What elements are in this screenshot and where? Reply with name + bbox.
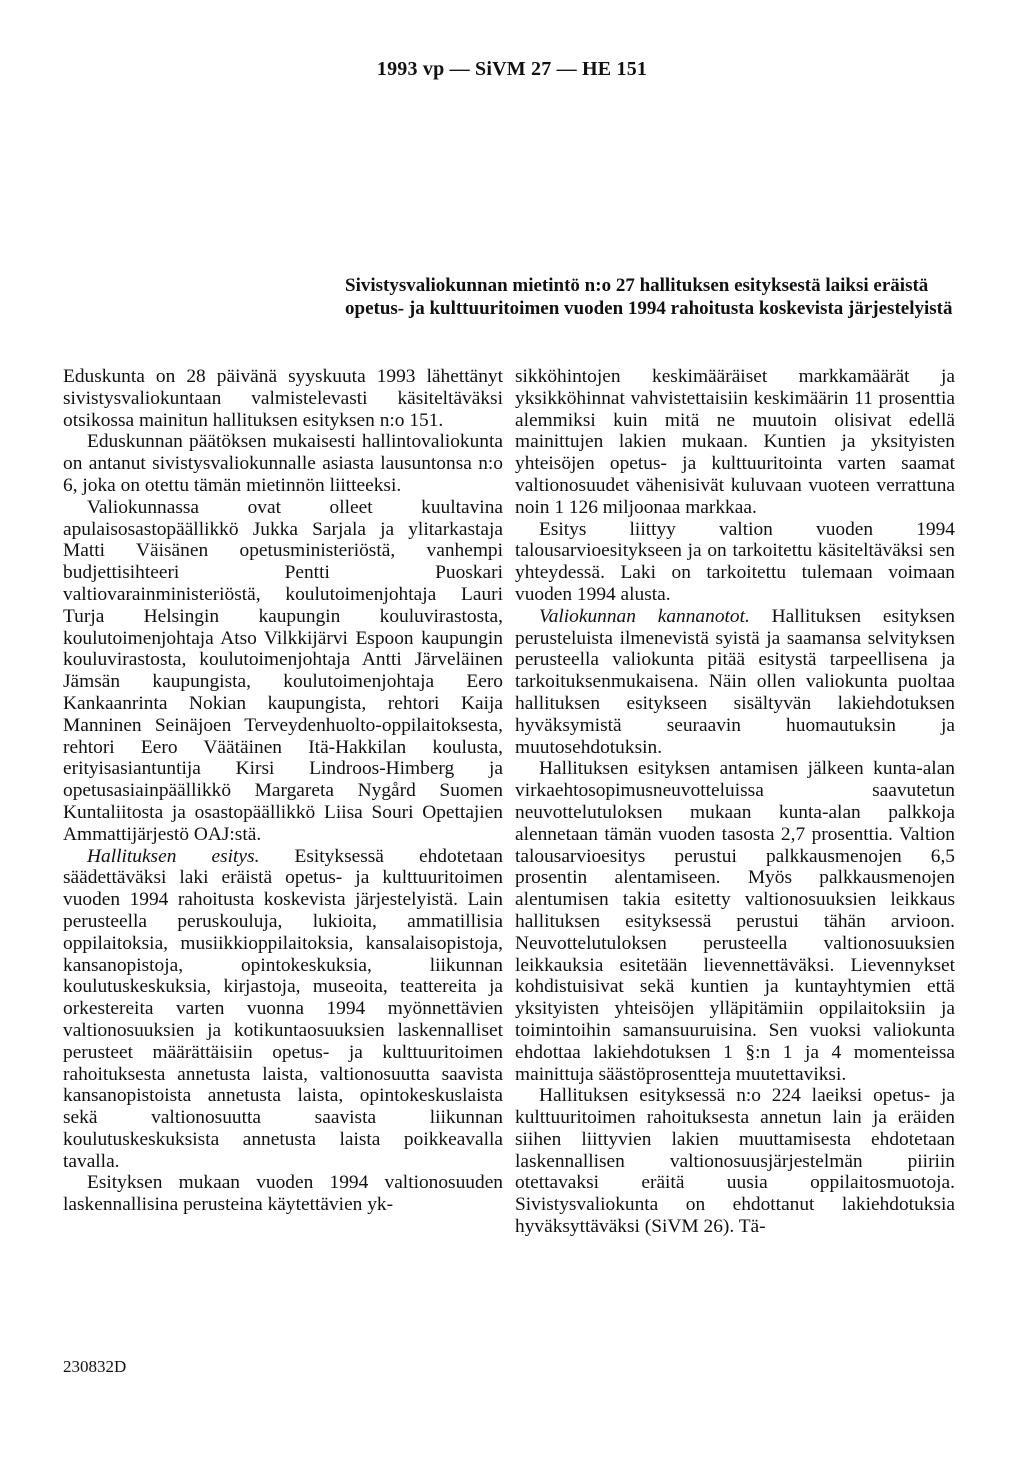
paragraph: Eduskunta on 28 päivänä syyskuuta 1993 lähettänyt sivistysvaliokuntaan valmistelevasti käsiteltäväksi otsikossa mainitun hallituksen esityksen n:o 151. (63, 366, 503, 431)
document-code: 230832D (63, 1357, 127, 1376)
paragraph-text: Esityksessä ehdotetaan säädettäväksi laki eräistä opetus- ja kulttuuritoimen vuoden 1994 rahoitusta koskevista järjestelyistä. Lain perusteella peruskouluja, lukioita, ammatillisia oppilaitoksia, musiikkioppilaitoksia, kansalaisopistoja, kansanopistoja, opintokeskuksia, liikunnan koulutuskeskuksia, kirjastoja, museoita, teattereita ja orkestereita varten vuonna 1994 myönnettävien valtionosuuksien ja kotikuntaosuuksien laskennalliset perusteet määrättäisiin opetus- ja kulttuuritoimen rahoituksesta annetusta laista, valtionosuutta saavista kansanopistoista annetusta laista, opintokeskuslaista sekä valtionosuutta saavista liikunnan koulutuskeskuksista annetusta laista poikkeavalla tavalla. (63, 845, 503, 1172)
running-header: 1993 vp — SiVM 27 — HE 151 (376, 58, 648, 80)
paragraph: sikköhintojen keskimääräiset markkamäärät ja yksikköhinnat vahvistettaisiin keskimäärin 11 prosenttia alemmiksi kuin mitä ne muutoin olisivat edellä mainittujen lakien mukaan. Kuntien ja yksityisten yhteisöjen opetus- ja kulttuuritointa varten saamat valtionosuudet vähenisivät kuluvaan vuoteen verrattuna noin 1 126 miljoonaa markkaa. (515, 366, 955, 518)
paragraph: Eduskunnan päätöksen mukaisesti hallintovaliokunta on antanut sivistysvaliokunnalle asiasta lausuntonsa n:o 6, joka on otettu tämän mietinnön liitteeksi. (63, 431, 503, 496)
paragraph-hallituksen-esitys (63, 846, 503, 1173)
right-column (515, 366, 955, 1238)
document-title: Sivistysvaliokunnan mietintö n:o 27 hallituksen esityksestä laiksi eräistä opetus- ja kulttuuritoimen vuoden 1994 rahoitusta koskevista järjestelyistä (345, 275, 953, 319)
paragraph-valiokunnan-kannanotot (515, 606, 955, 759)
section-label: Valiokunnan kannanotot. (539, 605, 750, 627)
paragraph: Esitys liittyy valtion vuoden 1994 talousarvioesitykseen ja on tarkoitettu käsiteltäväksi sen yhteydessä. Laki on tarkoitettu tulemaan voimaan vuoden 1994 alusta. (515, 518, 955, 605)
section-label: Hallituksen esitys. (87, 845, 260, 867)
paragraph: Hallituksen esityksen antamisen jälkeen kunta-alan virkaehtosopimusneuvotteluissa saavutetun neuvottelutuloksen mukaan kunta-alan palkkoja alennetaan tämän vuoden tasosta 2,7 prosenttia. Valtion talousarvioesitys perustui palkkausmenojen 6,5 prosentin alentamiseen. Myös palkkausmenojen alentumisen takia esitetty valtionosuuksien leikkaus hallituksen esityksessä perustui tähän arvioon. Neuvottelutuloksen perusteella valtionosuuksien leikkauksia esitetään lievennettäväksi. Lievennykset kohdistuisivat sekä kuntien ja kuntayhtymien että yksityisten yhteisöjen ylläpitämiin oppilaitoksiin ja toimintoihin samansuuruisina. Sen vuoksi valiokunta ehdottaa lakiehdotuksen 1 §:n 1 ja 4 momenteissa mainittuja säästöprosentteja muutettaviksi. (515, 758, 955, 1085)
left-column (63, 366, 503, 1216)
paragraph: Valiokunnassa ovat olleet kuultavina apulaisosastopäällikkö Jukka Sarjala ja ylitarkastaja Matti Väisänen opetusministeriöstä, vanhempi budjettisihteeri Pentti Puoskari valtiovarainministeriöstä, koulutoimenjohtaja Lauri Turja Helsingin kaupungin kouluvirastosta, koulutoimenjohtaja Atso Vilkkijärvi Espoon kaupungin kouluvirastosta, koulutoimenjohtaja Antti Järveläinen Jämsän kaupungista, koulutoimenjohtaja Eero Kankaanrinta Nokian kaupungista, rehtori Kaija Manninen Seinäjoen Terveydenhuolto-oppilaitoksesta, rehtori Eero Väätäinen Itä-Hakkilan koulusta, erityisasiantuntija Kirsi Lindroos-Himberg ja opetusasiainpäällikkö Margareta Nygård Suomen Kuntaliitosta ja osastopäällikkö Liisa Souri Opettajien Ammattijärjestö OAJ:stä. (63, 496, 503, 845)
paragraph-text: Hallituksen esityksen perusteluista ilmenevistä syistä ja saamansa selvityksen perusteella valiokunta pitää esitystä tarpeellisena ja tarkoituksenmukaisena. Näin ollen valiokunta puoltaa hallituksen esitykseen sisältyvän lakiehdotuksen hyväksymistä seuraavin huomautuksin ja muutosehdotuksin. (515, 605, 955, 758)
paragraph: Esityksen mukaan vuoden 1994 valtionosuuden laskennallisina perusteina käytettävien yk- (63, 1172, 503, 1216)
paragraph: Hallituksen esityksessä n:o 224 laeiksi opetus- ja kulttuuritoimen rahoituksesta annetun lain ja eräiden siihen liittyvien lakien muuttamisesta ehdotetaan laskennallisen valtionosuusjärjestelmän piiriin otettavaksi eräitä uusia oppilaitosmuotoja. Sivistysvaliokunta on ehdottanut lakiehdotuksia hyväksyttäväksi (SiVM 26). Tä- (515, 1085, 955, 1238)
